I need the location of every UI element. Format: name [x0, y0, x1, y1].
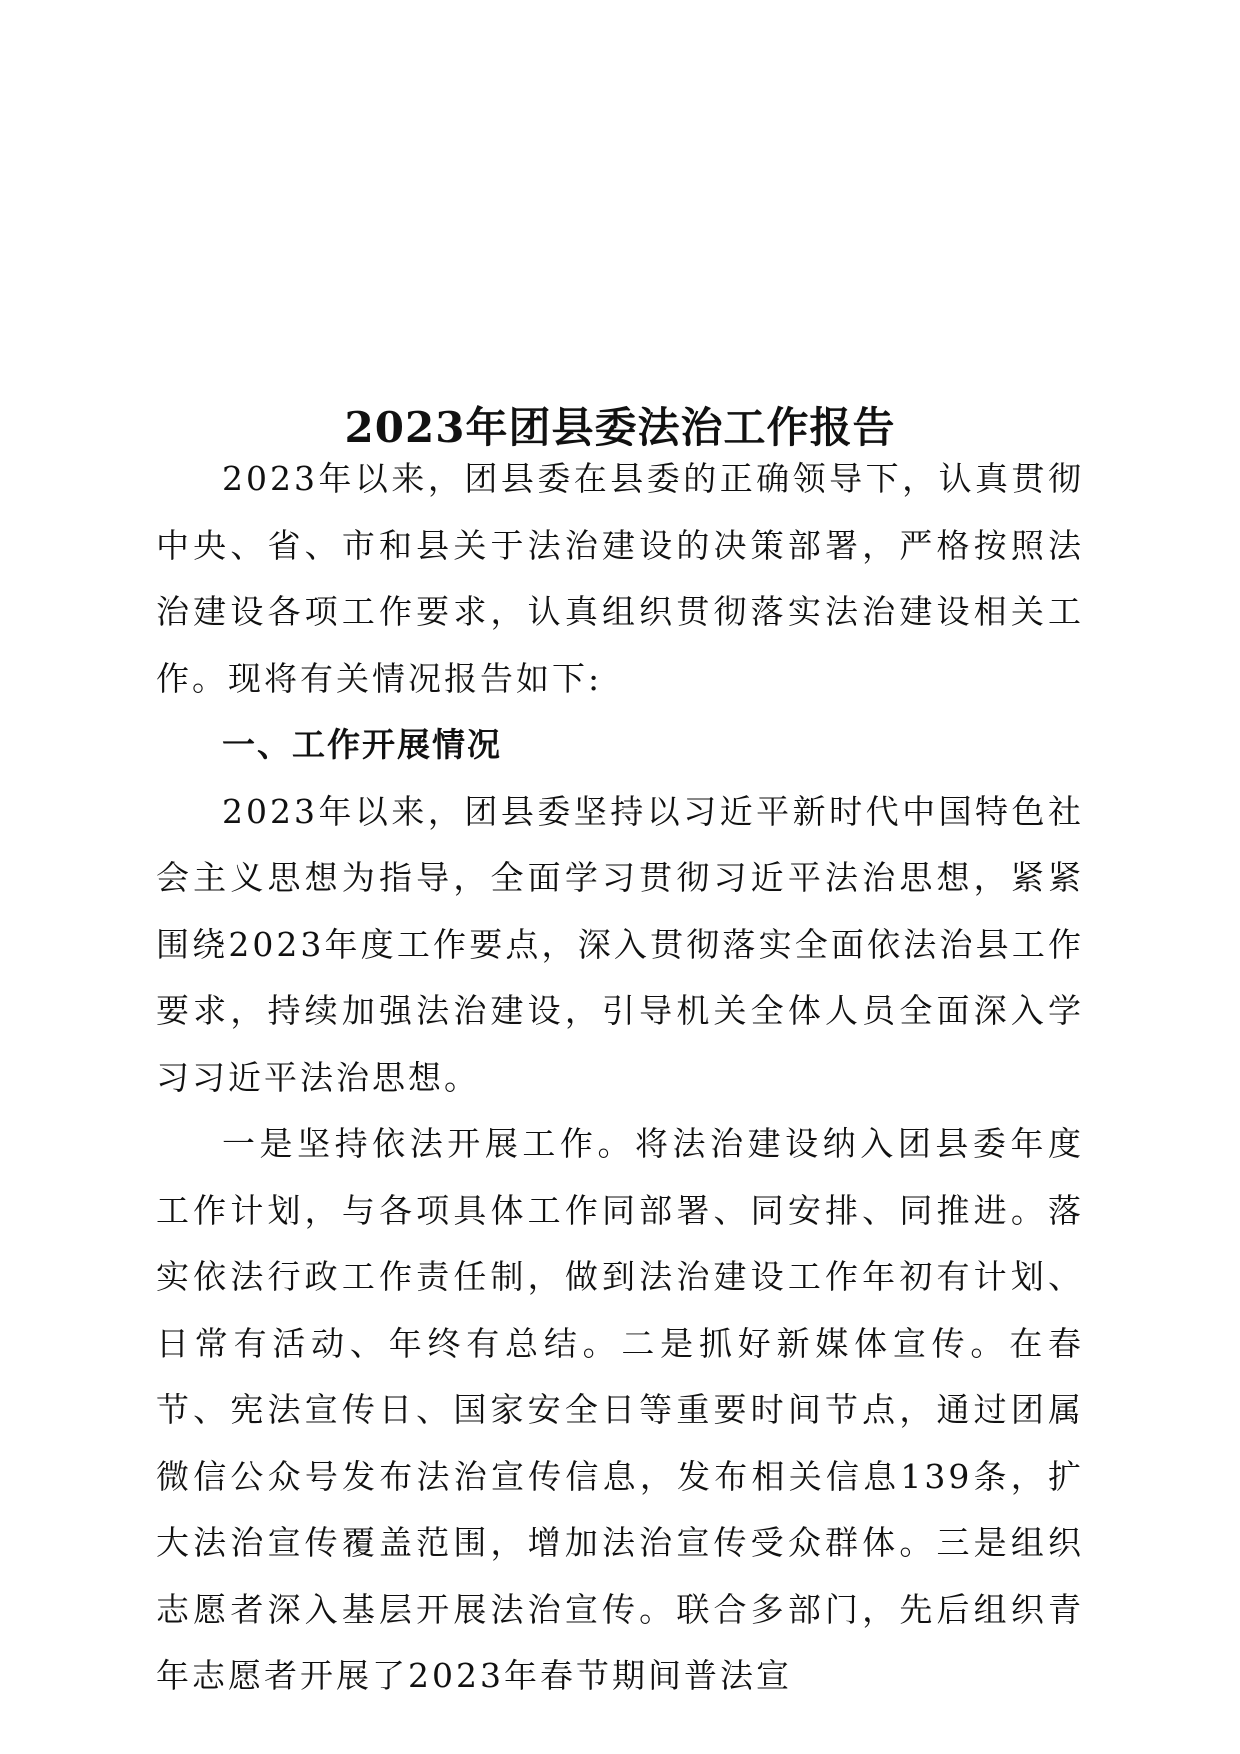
body-paragraph: 一是坚持依法开展工作。将法治建设纳入团县委年度工作计划，与各项具体工作同部署、同安排、同推进。落实依法行政工作责任制，做到法治建设工作年初有计划、日常有活动、年终有总结。二是抓好新媒体宣传。在春节、宪法宣传日、国家安全日等重要时间节点，通过团属微信公众号发布法治宣传信息，发布相关信息139条，扩大法治宣传覆盖范围，增加法治宣传受众群体。三是组织志愿者深入基层开展法治宣传。联合多部门，先后组织青年志愿者开展了2023年春节期间普法宣	[156, 1124, 1084, 1695]
section-heading: 一、工作开展情况	[222, 725, 502, 764]
document-body	[156, 446, 1084, 1710]
body-paragraph: 2023年以来，团县委坚持以习近平新时代中国特色社会主义思想为指导，全面学习贯彻习近平法治思想，紧紧围绕2023年度工作要点，深入贯彻落实全面依法治县工作要求，持续加强法治建设，引导机关全体人员全面深入学习习近平法治思想。	[156, 791, 1084, 1097]
document-title: 2023年团县委法治工作报告	[344, 403, 896, 453]
intro-paragraph: 2023年以来，团县委在县委的正确领导下，认真贯彻中央、省、市和县关于法治建设的决策部署，严格按照法治建设各项工作要求，认真组织贯彻落实法治建设相关工作。现将有关情况报告如下:	[156, 459, 1084, 698]
